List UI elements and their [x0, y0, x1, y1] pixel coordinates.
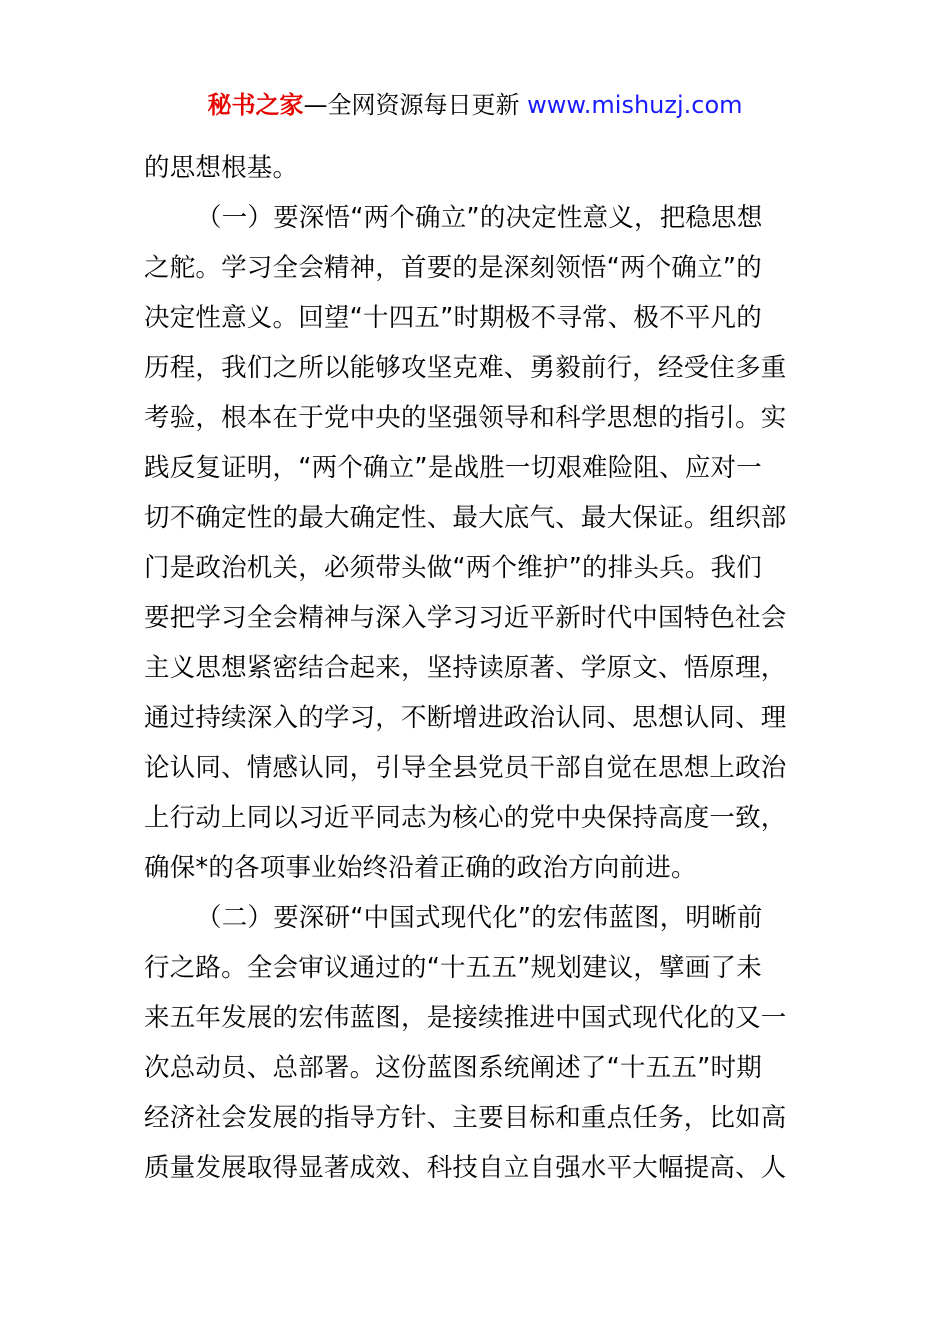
text-line: 经济社会发展的指导方针、主要目标和重点任务，比如高 [144, 1103, 787, 1133]
text-line: 考验，根本在于党中央的坚强领导和科学思想的指引。实 [144, 403, 787, 433]
text-line: 确保*的各项事业始终沿着正确的政治方向前进。 [144, 853, 697, 883]
text-line: 之舵。学习全会精神，首要的是深刻领悟“两个确立”的 [144, 253, 762, 283]
text-line: 切不确定性的最大确定性、最大底气、最大保证。组织部 [144, 503, 787, 533]
text-line: 来五年发展的宏伟蓝图，是接续推进中国式现代化的又一 [144, 1003, 787, 1033]
text-line: 践反复证明，“两个确立”是战胜一切艰难险阻、应对一 [144, 453, 762, 483]
text-line: 次总动员、总部署。这份蓝图系统阐述了“十五五”时期 [144, 1053, 762, 1083]
document-body [144, 143, 808, 1193]
text-line: 要把学习全会精神与深入学习习近平新时代中国特色社会 [144, 603, 787, 633]
section-heading-line: （二）要深研“中国式现代化”的宏伟蓝图，明晰前 [196, 903, 763, 933]
text-line: 的思想根基。 [144, 153, 299, 183]
text-line: 主义思想紧密结合起来，坚持读原著、学原文、悟原理， [144, 653, 787, 683]
text-line: 质量发展取得显著成效、科技自立自强水平大幅提高、人 [144, 1153, 787, 1183]
site-header [0, 88, 950, 122]
header-tagline: —全网资源每日更新 [303, 91, 528, 119]
text-line: 行之路。全会审议通过的“十五五”规划建议，擘画了未 [144, 953, 762, 983]
site-url-link[interactable]: www.mishuzj.com [527, 91, 743, 119]
text-line: 门是政治机关，必须带头做“两个维护”的排头兵。我们 [144, 553, 762, 583]
section-heading-line: （一）要深悟“两个确立”的决定性意义，把稳思想 [196, 203, 763, 233]
text-line: 决定性意义。回望“十四五”时期极不寻常、极不平凡的 [144, 303, 762, 333]
text-line: 历程，我们之所以能够攻坚克难、勇毅前行，经受住多重 [144, 353, 787, 383]
text-line: 通过持续深入的学习，不断增进政治认同、思想认同、理 [144, 703, 787, 733]
text-line: 论认同、情感认同，引导全县党员干部自觉在思想上政治 [144, 753, 787, 783]
brand-name: 秘书之家 [207, 91, 304, 119]
text-line: 上行动上同以习近平同志为核心的党中央保持高度一致， [144, 803, 787, 833]
